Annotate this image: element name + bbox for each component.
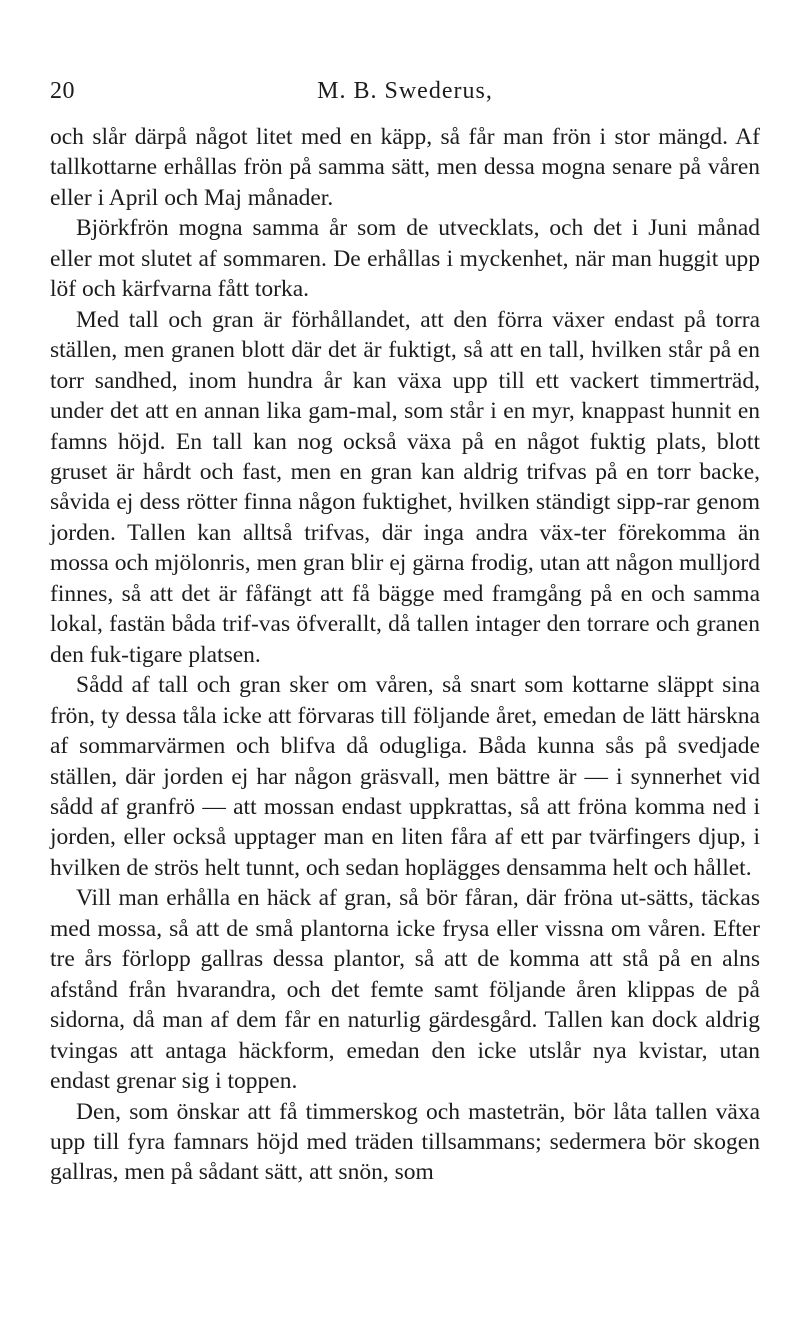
- paragraph: Björkfrön mogna samma år som de utvecklats, och det i Juni månad eller mot slutet af sommaren. De erhållas i myckenhet, när man huggit upp löf och kärfvarna fått torka.: [50, 215, 760, 303]
- paragraph: Vill man erhålla en häck af gran, så bör fåran, där fröna ut-sätts, täckas med mossa, så att de små plantorna icke frysa eller vissna om våren. Efter tre års förlopp gallras dessa plantor, så att de komma att stå på en alns afstånd från hvarandra, och det femte samt följande åren klippas de på sidorna, då man af dem får en naturlig gärdesgård. Tallen kan dock aldrig tvingas att antaga häckform, emedan den icke utslår nya kvistar, utan endast grenar sig i toppen.: [50, 885, 760, 1095]
- paragraph: och slår därpå något litet med en käpp, så får man frön i stor mängd. Af tallkottarne erhållas frön på samma sätt, men dessa mogna senare på våren eller i April och Maj månader.: [50, 124, 760, 211]
- paragraph: Sådd af tall och gran sker om våren, så snart som kottarne släppt sina frön, ty dessa tåla icke att förvaras till följande året, emedan de lätt härskna af sommarvärmen och blifva då odugliga. Båda kunna sås på svedjade ställen, där jorden ej har någon gräsvall, men bättre är — i synnerhet vid sådd af granfrö — att mossan endast uppkrattas, så att fröna komma ned i jorden, eller också upptager man en liten fåra af ett par tvärfingers djup, i hvilken de strös helt tunnt, och sedan hoplägges densamma helt och hållet.: [50, 672, 760, 881]
- running-head: M. B. Swederus,: [317, 78, 493, 104]
- page-header: [50, 78, 760, 112]
- body-text: [50, 122, 760, 1188]
- page-number: 20: [50, 78, 75, 104]
- paragraph: Med tall och gran är förhållandet, att den förra växer endast på torra ställen, men granen blott där det är fuktigt, så att en tall, hvilken står på en torr sandhed, inom hundra år kan växa upp till ett vackert timmerträd, under det att en annan lika gam-mal, som står i en myr, knappast hunnit en famns höjd. En tall kan nog också växa på en något fuktig plats, blott gruset är hårdt och fast, men en gran kan aldrig trifvas på en torr backe, såvida ej dess rötter finna någon fuktighet, hvilken ständigt sipp-rar genom jorden. Tallen kan alltså trifvas, där inga andra väx-ter förekomma än mossa och mjölonris, men gran blir ej gärna frodig, utan att någon mulljord finnes, så att det är fåfängt att få bägge med framgång på en och samma lokal, fastän båda trif-vas öfverallt, då tallen intager den torrare och granen den fuk-tigare platsen.: [50, 306, 760, 668]
- paragraph: Den, som önskar att få timmerskog och masteträn, bör låta tallen växa upp till fyra famnars höjd med träden tillsammans; sedermera bör skogen gallras, men på sådant sätt, att snön, som: [50, 1098, 760, 1186]
